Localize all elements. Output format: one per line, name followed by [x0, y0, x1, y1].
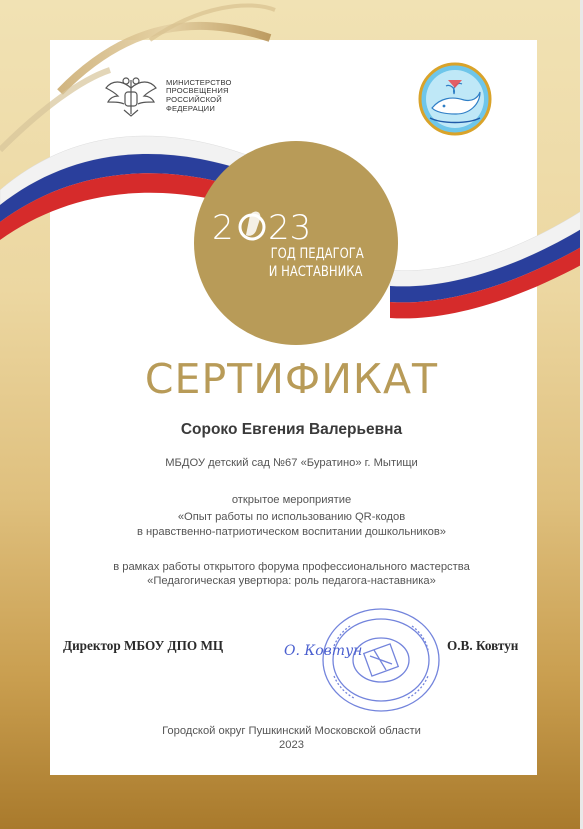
organization: МБДОУ детский сад №67 «Буратино» г. Мытищи	[165, 457, 418, 469]
footer-region: Городской округ Пушкинский Московской области	[162, 725, 421, 737]
handwritten-signature	[282, 633, 362, 663]
recipient-name: Сороко Евгения Валерьевна	[180, 421, 403, 438]
year-digits-right: 23	[268, 208, 312, 245]
certificate-title: СЕРТИФИКАТ	[144, 355, 439, 403]
signature-text: О. Ковтун	[284, 643, 362, 659]
ministry-logo	[100, 74, 232, 118]
ministry-line-1: МИНИСТЕРСТВО	[166, 77, 232, 87]
ministry-name	[166, 79, 232, 113]
year-badge	[194, 141, 398, 345]
forum-line-1: в рамках работы открытого форума профессионального мастерства	[113, 561, 470, 573]
footer	[0, 724, 583, 752]
badge-line-2: И НАСТАВНИКА	[268, 264, 363, 280]
year-digit-left: 2	[212, 208, 234, 245]
ministry-line-3: РОССИЙСКОЙ	[166, 95, 222, 104]
event-title-line-1: «Опыт работы по использованию QR-кодов	[177, 511, 406, 523]
ministry-line-4: ФЕДЕРАЦИИ	[166, 103, 216, 113]
event-title-line-2: в нравственно-патриотическом воспитании дошкольников»	[136, 526, 447, 538]
signer-position: Директор МБОУ ДПО МЦ	[63, 638, 224, 653]
eagle-emblem-icon	[100, 74, 162, 118]
signer-name: О.В. Ковтун	[447, 638, 519, 653]
event-type: открытое мероприятие	[231, 494, 352, 506]
forum-line-2: «Педагогическая увертюра: роль педагога-наставника»	[147, 575, 436, 587]
year-2023-mark	[194, 205, 398, 245]
badge-line-1: ГОД ПЕДАГОГА	[270, 246, 364, 262]
year-badge-caption	[214, 245, 377, 281]
footer-year: 2023	[279, 739, 304, 751]
ministry-line-2: ПРОСВЕЩЕНИЯ	[166, 86, 229, 96]
methodical-center-logo	[418, 62, 492, 136]
